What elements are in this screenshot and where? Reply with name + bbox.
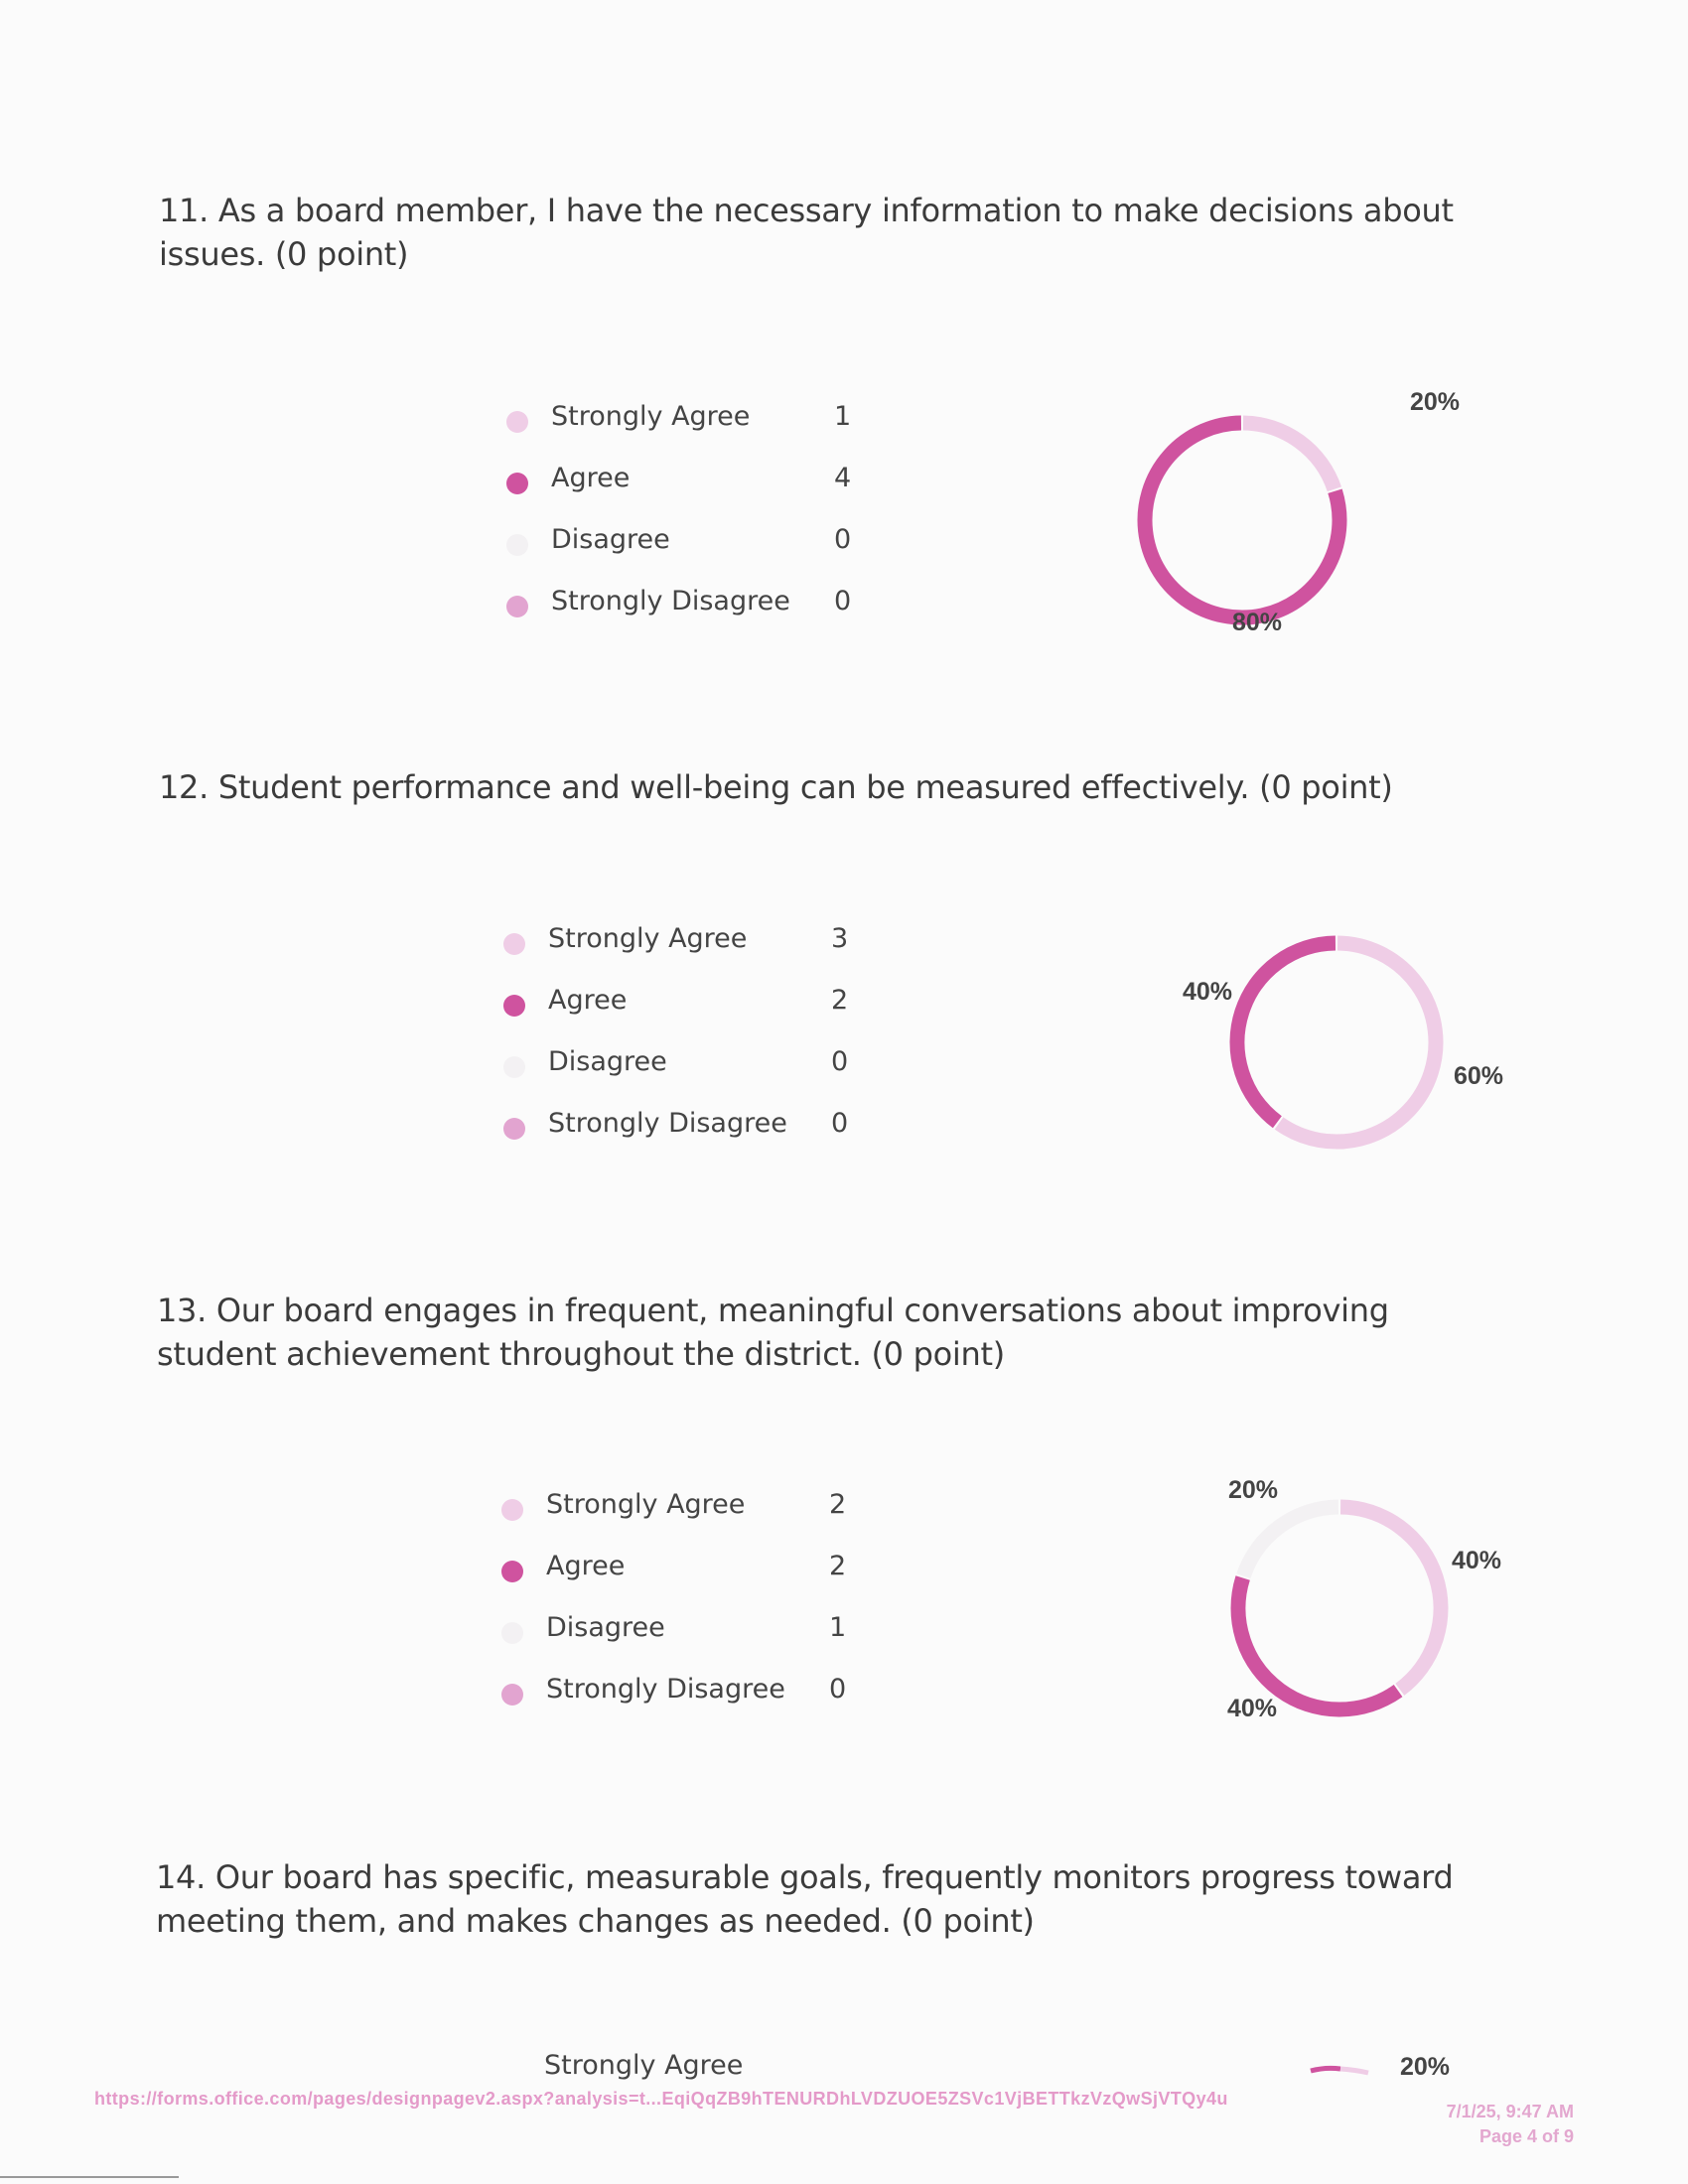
percent-label: 40% bbox=[1451, 1547, 1502, 1574]
legend-count: 2 bbox=[829, 1551, 847, 1581]
legend-label: Strongly Disagree bbox=[548, 1108, 787, 1139]
donut-slice-agree bbox=[1237, 943, 1336, 1122]
question-14-partial-legend bbox=[544, 2050, 744, 2081]
question-12-legend bbox=[503, 919, 901, 1165]
legend-label: Disagree bbox=[546, 1612, 665, 1643]
legend-dot-disagree-icon bbox=[506, 534, 528, 556]
percent-label: 40% bbox=[1226, 1695, 1278, 1722]
legend-label: Agree bbox=[548, 985, 628, 1016]
donut-slice-strongly-agree bbox=[1243, 423, 1335, 489]
legend-item-strongly-disagree bbox=[501, 1670, 899, 1731]
legend-dot-agree-icon bbox=[501, 1561, 523, 1582]
legend-dot-disagree-icon bbox=[503, 1056, 525, 1078]
legend-item-agree bbox=[506, 459, 904, 520]
legend-count: 0 bbox=[831, 1108, 849, 1139]
legend-dot-strongly-disagree-icon bbox=[501, 1684, 523, 1706]
donut-slice-partial bbox=[1311, 2068, 1340, 2071]
legend-count: 4 bbox=[834, 463, 852, 493]
legend-label: Strongly Agree bbox=[546, 1489, 746, 1520]
legend-dot-strongly-disagree-icon bbox=[506, 596, 528, 617]
question-14-title: 14. Our board has specific, measurable goals, frequently monitors progress toward meeting them, and makes changes as needed. (0 point) bbox=[156, 1858, 1454, 1940]
footer-date: 7/1/25, 9:47 AM bbox=[1446, 2102, 1574, 2121]
legend-dot-agree-icon bbox=[506, 473, 528, 494]
donut-slice-partial-light bbox=[1340, 2069, 1368, 2073]
legend-label: Strongly Agree bbox=[548, 923, 748, 954]
legend-item-disagree bbox=[506, 520, 904, 582]
question-13-legend bbox=[501, 1485, 899, 1731]
legend-count: 0 bbox=[834, 524, 852, 555]
legend-item-agree bbox=[501, 1547, 899, 1608]
legend-item-strongly-agree bbox=[506, 397, 904, 459]
legend-item-strongly-disagree bbox=[506, 582, 904, 643]
legend-dot-strongly-agree-icon bbox=[506, 411, 528, 433]
question-11-title: 11. As a board member, I have the necessary information to make decisions about issues. (0 point) bbox=[159, 192, 1454, 273]
legend-dot-strongly-disagree-icon bbox=[503, 1118, 525, 1140]
donut-slice-agree bbox=[1238, 1577, 1398, 1709]
question-11-legend bbox=[506, 397, 904, 643]
legend-item-disagree bbox=[501, 1608, 899, 1670]
legend-dot-strongly-agree-icon bbox=[503, 933, 525, 955]
legend-count: 0 bbox=[829, 1674, 847, 1705]
legend-item-disagree bbox=[503, 1042, 901, 1104]
donut-slice-strongly-agree bbox=[1340, 1507, 1441, 1690]
legend-label: Strongly Disagree bbox=[546, 1674, 785, 1705]
legend-label: Disagree bbox=[548, 1046, 667, 1077]
page-edge-line bbox=[0, 2176, 179, 2178]
percent-label: 80% bbox=[1231, 609, 1283, 636]
legend-item-agree bbox=[503, 981, 901, 1042]
legend-count: 0 bbox=[831, 1046, 849, 1077]
question-13-title: 13. Our board engages in frequent, meaningful conversations about improving student achievement throughout the district. (0 point) bbox=[157, 1292, 1389, 1373]
question-12-title: 12. Student performance and well-being can be measured effectively. (0 point) bbox=[159, 768, 1393, 806]
legend-label: Disagree bbox=[551, 524, 670, 555]
legend-label: Strongly Agree bbox=[551, 401, 751, 432]
legend-item-strongly-agree bbox=[503, 919, 901, 981]
legend-label: Agree bbox=[551, 463, 631, 493]
legend-label: Strongly Agree bbox=[544, 2050, 744, 2081]
legend-count: 3 bbox=[831, 923, 849, 954]
legend-count: 2 bbox=[829, 1489, 847, 1520]
percent-label: 40% bbox=[1182, 978, 1233, 1006]
legend-dot-strongly-agree-icon bbox=[501, 1499, 523, 1521]
legend-count: 1 bbox=[829, 1612, 847, 1643]
footer-url: https://forms.office.com/pages/designpagev2.aspx?analysis=t...EqiQqZB9hTENURDhLVDZUOE5ZSVc1VjBETTkzVzQwSjVTQy4u bbox=[94, 2089, 1228, 2109]
percent-label: 20% bbox=[1399, 2053, 1451, 2081]
legend-label: Strongly Disagree bbox=[551, 586, 790, 616]
donut-slice-strongly-agree bbox=[1279, 943, 1436, 1142]
legend-count: 2 bbox=[831, 985, 849, 1016]
percent-label: 60% bbox=[1453, 1062, 1504, 1090]
legend-item-strongly-agree bbox=[501, 1485, 899, 1547]
donut-slice-agree bbox=[1145, 423, 1339, 617]
legend-count: 0 bbox=[834, 586, 852, 616]
percent-label: 20% bbox=[1227, 1476, 1279, 1504]
legend-count: 1 bbox=[834, 401, 852, 432]
legend-dot-agree-icon bbox=[503, 995, 525, 1017]
legend-dot-disagree-icon bbox=[501, 1622, 523, 1644]
donut-slice-disagree bbox=[1243, 1507, 1338, 1575]
legend-label: Agree bbox=[546, 1551, 626, 1581]
percent-label: 20% bbox=[1409, 388, 1461, 416]
legend-item-strongly-disagree bbox=[503, 1104, 901, 1165]
footer-page-number: Page 4 of 9 bbox=[1478, 2126, 1574, 2146]
